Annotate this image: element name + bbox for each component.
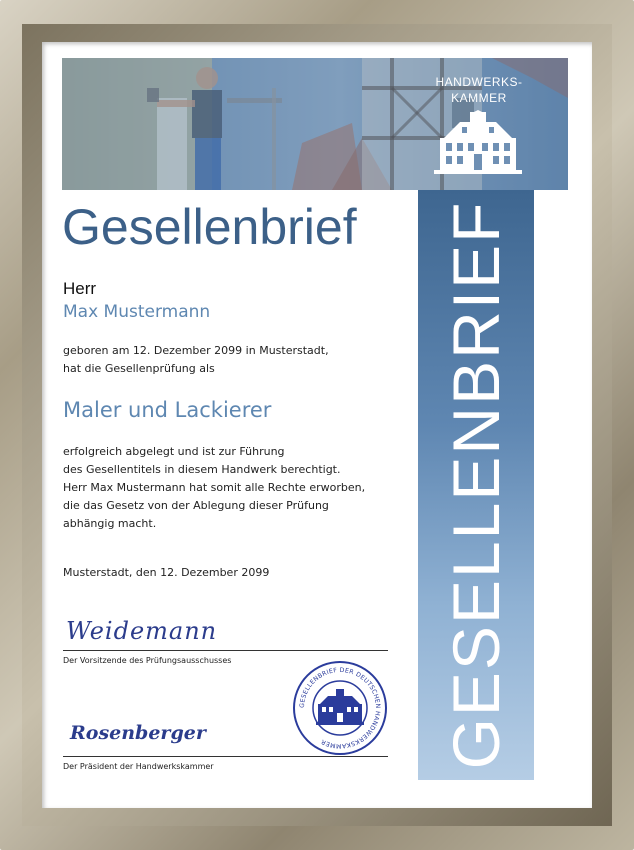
banner-organization-name: [420, 74, 538, 106]
seal-icon: [292, 660, 388, 756]
salutation: Herr: [63, 279, 97, 298]
signature-line-2: [63, 756, 388, 757]
certificate-title: Gesellenbrief: [62, 199, 357, 255]
birth-line-2: hat die Gesellenprüfung als: [63, 362, 215, 375]
banner-org-line1: HANDWERKS-: [435, 75, 523, 89]
signature-president: Rosenberger: [70, 722, 206, 744]
seal-text: GESELLENBRIEF DER DEUTSCHEN HANDWERKSKAMMER: [298, 666, 382, 750]
place-and-date: Musterstadt, den 12. Dezember 2099: [63, 566, 270, 579]
body-line: abhängig macht.: [63, 517, 157, 530]
recipient-name: Max Mustermann: [63, 302, 211, 322]
signature-role-chairman: Der Vorsitzende des Prüfungsausschusses: [63, 656, 232, 665]
profession: Maler und Lackierer: [63, 398, 272, 422]
body-line: die das Gesetz von der Ablegung dieser Prüfung: [63, 499, 329, 512]
signature-role-president: Der Präsident der Handwerkskammer: [63, 762, 214, 771]
body-line: des Gesellentitels in diesem Handwerk berechtigt.: [63, 463, 341, 476]
birth-line-1: geboren am 12. Dezember 2099 in Musterstadt,: [63, 344, 329, 357]
vertical-title-text: GESELLENBRIEF: [439, 200, 513, 770]
banner-org-line2: KAMMER: [451, 91, 507, 105]
body-paragraph: [63, 443, 365, 533]
signature-chairman: Weidemann: [66, 617, 218, 645]
signature-line-1: [63, 650, 388, 651]
birth-paragraph: [63, 342, 329, 378]
body-line: erfolgreich abgelegt und ist zur Führung: [63, 445, 285, 458]
building-logo-icon: [430, 110, 526, 176]
body-line: Herr Max Mustermann hat somit alle Rechte erworben,: [63, 481, 366, 494]
